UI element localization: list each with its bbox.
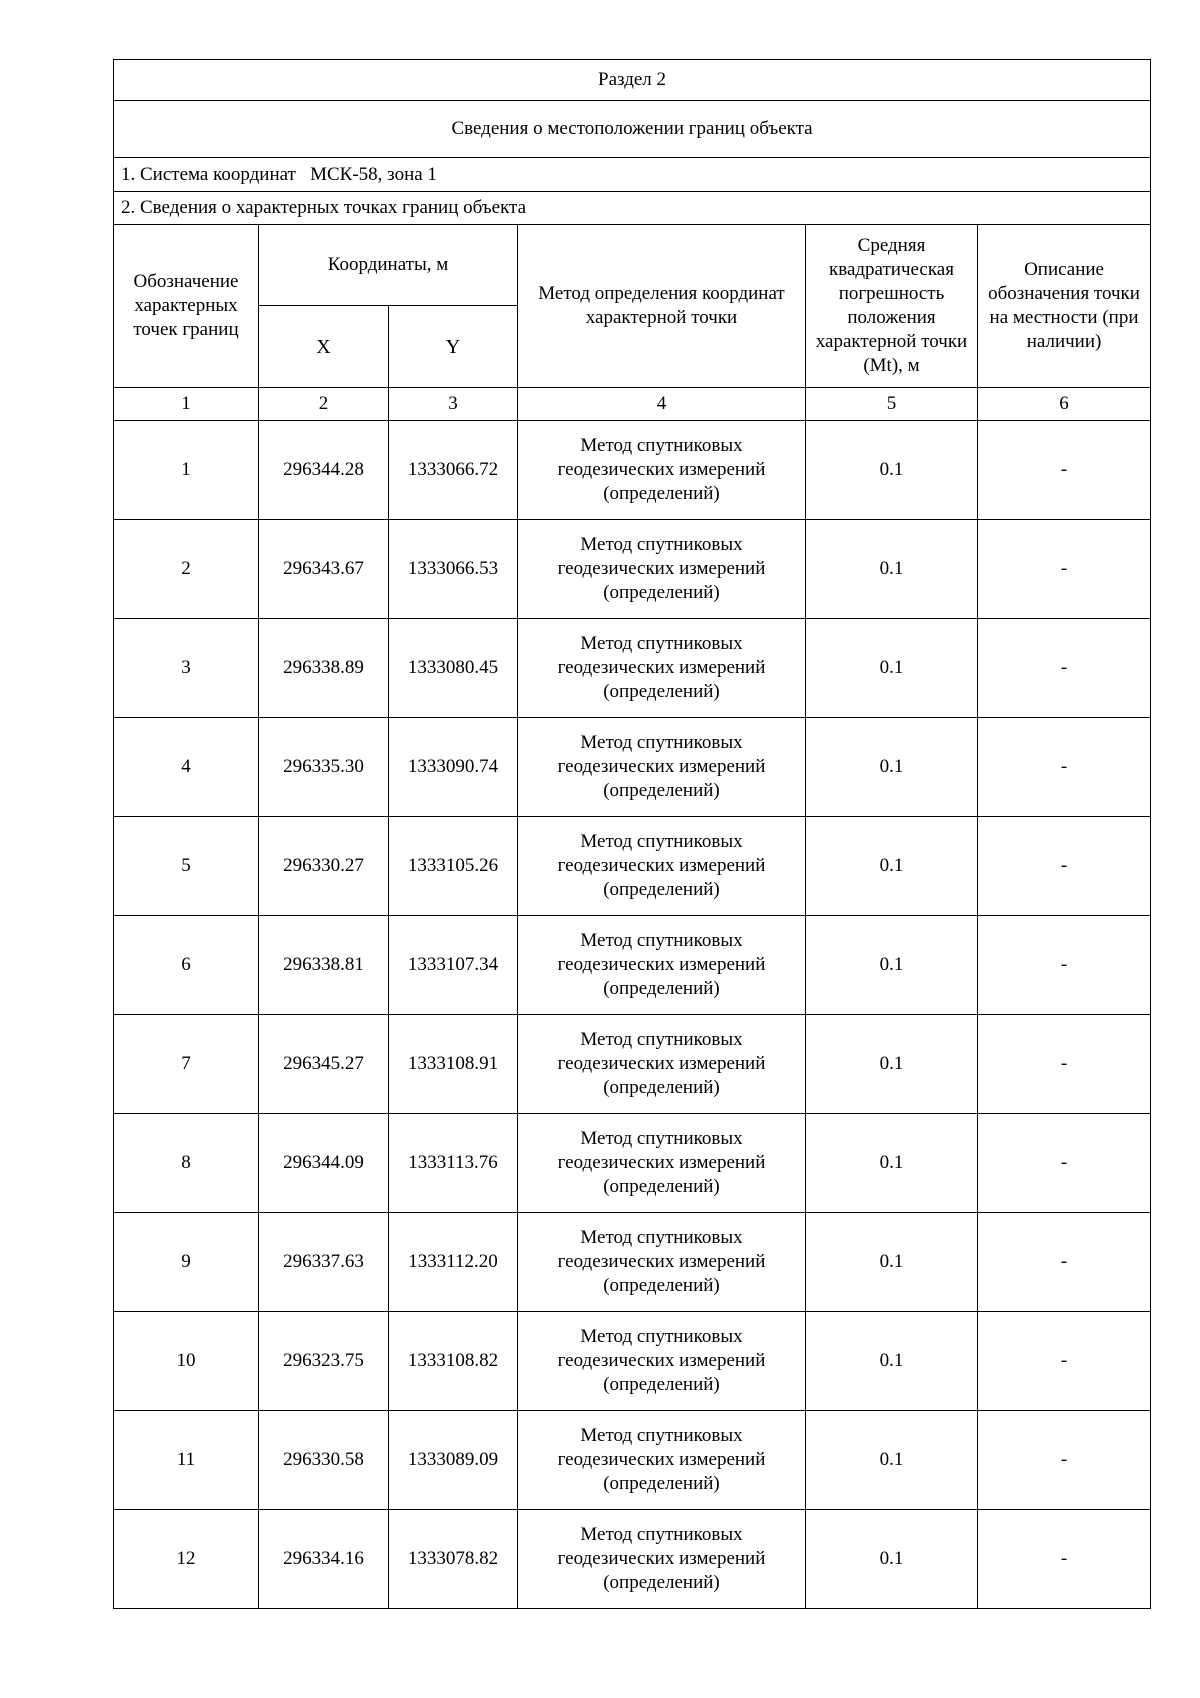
y-coordinate-cell: 1333107.34 <box>389 916 518 1015</box>
header-description: Описание обозначения точки на местности (при наличии) <box>978 225 1151 388</box>
error-cell: 0.1 <box>806 1015 978 1114</box>
header-method: Метод определения координат характерной точки <box>518 225 806 388</box>
method-line: (определений) <box>603 1176 720 1197</box>
description-cell: - <box>978 619 1151 718</box>
description-cell: - <box>978 1510 1151 1609</box>
method-cell <box>518 1312 806 1411</box>
y-coordinate-cell: 1333066.53 <box>389 520 518 619</box>
method-line: геодезических измерений <box>557 954 766 975</box>
method-line: Метод спутниковых <box>580 732 743 753</box>
error-cell: 0.1 <box>806 619 978 718</box>
section-title: Раздел 2 <box>114 60 1151 101</box>
x-coordinate-cell: 296330.27 <box>259 817 389 916</box>
y-coordinate-cell: 1333080.45 <box>389 619 518 718</box>
table-row <box>114 1510 1151 1609</box>
section-row <box>114 60 1151 101</box>
table-row <box>114 1114 1151 1213</box>
x-coordinate-cell: 296330.58 <box>259 1411 389 1510</box>
method-line: Метод спутниковых <box>580 534 743 555</box>
coordinate-system-label: 1. Система координат <box>121 163 296 185</box>
header-x: X <box>259 306 389 388</box>
error-cell: 0.1 <box>806 421 978 520</box>
column-number: 4 <box>518 388 806 421</box>
error-cell: 0.1 <box>806 520 978 619</box>
method-line: (определений) <box>603 1572 720 1593</box>
coordinate-system-cell <box>114 158 1151 192</box>
x-coordinate-cell: 296337.63 <box>259 1213 389 1312</box>
point-id-cell: 12 <box>114 1510 259 1609</box>
x-coordinate-cell: 296344.09 <box>259 1114 389 1213</box>
method-line: Метод спутниковых <box>580 1227 743 1248</box>
coordinate-system-row <box>114 158 1151 192</box>
description-cell: - <box>978 1015 1151 1114</box>
error-cell: 0.1 <box>806 817 978 916</box>
point-id-cell: 2 <box>114 520 259 619</box>
table-row <box>114 520 1151 619</box>
column-number: 6 <box>978 388 1151 421</box>
y-coordinate-cell: 1333108.91 <box>389 1015 518 1114</box>
method-line: геодезических измерений <box>557 855 766 876</box>
method-cell <box>518 1015 806 1114</box>
table-row <box>114 1312 1151 1411</box>
method-line: (определений) <box>603 582 720 603</box>
method-cell <box>518 421 806 520</box>
method-line: Метод спутниковых <box>580 831 743 852</box>
header-coordinates: Координаты, м <box>259 225 518 306</box>
method-line: Метод спутниковых <box>580 1425 743 1446</box>
error-cell: 0.1 <box>806 916 978 1015</box>
table-row <box>114 718 1151 817</box>
column-number: 1 <box>114 388 259 421</box>
column-number: 3 <box>389 388 518 421</box>
column-number: 2 <box>259 388 389 421</box>
method-cell <box>518 619 806 718</box>
table-row <box>114 1015 1151 1114</box>
method-line: геодезических измерений <box>557 1251 766 1272</box>
method-line: (определений) <box>603 1077 720 1098</box>
y-coordinate-cell: 1333112.20 <box>389 1213 518 1312</box>
point-id-cell: 4 <box>114 718 259 817</box>
description-cell: - <box>978 1312 1151 1411</box>
x-coordinate-cell: 296334.16 <box>259 1510 389 1609</box>
coordinate-system-value: МСК-58, зона 1 <box>310 163 437 185</box>
description-cell: - <box>978 916 1151 1015</box>
method-line: (определений) <box>603 483 720 504</box>
description-cell: - <box>978 1213 1151 1312</box>
point-id-cell: 11 <box>114 1411 259 1510</box>
point-id-cell: 7 <box>114 1015 259 1114</box>
method-line: геодезических измерений <box>557 1053 766 1074</box>
method-line: (определений) <box>603 1374 720 1395</box>
table-row <box>114 817 1151 916</box>
method-line: (определений) <box>603 879 720 900</box>
error-cell: 0.1 <box>806 1510 978 1609</box>
method-line: Метод спутниковых <box>580 1029 743 1050</box>
object-title-row <box>114 101 1151 158</box>
table-row <box>114 1213 1151 1312</box>
description-cell: - <box>978 1114 1151 1213</box>
description-cell: - <box>978 520 1151 619</box>
column-numbers-row <box>114 388 1151 421</box>
description-cell: - <box>978 718 1151 817</box>
method-line: (определений) <box>603 1275 720 1296</box>
method-line: Метод спутниковых <box>580 1128 743 1149</box>
points-heading: 2. Сведения о характерных точках границ объекта <box>114 192 1151 225</box>
table-row <box>114 421 1151 520</box>
method-cell <box>518 1510 806 1609</box>
method-cell <box>518 916 806 1015</box>
point-id-cell: 1 <box>114 421 259 520</box>
y-coordinate-cell: 1333089.09 <box>389 1411 518 1510</box>
description-cell: - <box>978 421 1151 520</box>
method-line: геодезических измерений <box>557 558 766 579</box>
method-line: (определений) <box>603 1473 720 1494</box>
table-row <box>114 1411 1151 1510</box>
description-cell: - <box>978 1411 1151 1510</box>
x-coordinate-cell: 296323.75 <box>259 1312 389 1411</box>
object-title: Сведения о местоположении границ объекта <box>114 101 1151 158</box>
method-line: геодезических измерений <box>557 657 766 678</box>
method-cell <box>518 520 806 619</box>
method-line: геодезических измерений <box>557 756 766 777</box>
x-coordinate-cell: 296344.28 <box>259 421 389 520</box>
method-line: (определений) <box>603 978 720 999</box>
x-coordinate-cell: 296343.67 <box>259 520 389 619</box>
error-cell: 0.1 <box>806 1213 978 1312</box>
error-cell: 0.1 <box>806 1411 978 1510</box>
point-id-cell: 8 <box>114 1114 259 1213</box>
error-cell: 0.1 <box>806 1312 978 1411</box>
method-line: (определений) <box>603 681 720 702</box>
y-coordinate-cell: 1333105.26 <box>389 817 518 916</box>
method-line: геодезических измерений <box>557 1152 766 1173</box>
y-coordinate-cell: 1333090.74 <box>389 718 518 817</box>
method-line: геодезических измерений <box>557 1350 766 1371</box>
table-row <box>114 916 1151 1015</box>
x-coordinate-cell: 296338.81 <box>259 916 389 1015</box>
column-number: 5 <box>806 388 978 421</box>
points-heading-row <box>114 192 1151 225</box>
header-error: Средняя квадратическая погрешность положения характерной точки (Mt), м <box>806 225 978 388</box>
error-cell: 0.1 <box>806 718 978 817</box>
point-id-cell: 3 <box>114 619 259 718</box>
header-row-1 <box>114 225 1151 306</box>
method-cell <box>518 1114 806 1213</box>
header-point-designation: Обозначение характерных точек границ <box>114 225 259 388</box>
method-line: Метод спутниковых <box>580 633 743 654</box>
y-coordinate-cell: 1333108.82 <box>389 1312 518 1411</box>
header-y: Y <box>389 306 518 388</box>
point-id-cell: 5 <box>114 817 259 916</box>
error-cell: 0.1 <box>806 1114 978 1213</box>
method-line: геодезических измерений <box>557 1548 766 1569</box>
y-coordinate-cell: 1333066.72 <box>389 421 518 520</box>
method-line: Метод спутниковых <box>580 435 743 456</box>
method-line: Метод спутниковых <box>580 1524 743 1545</box>
method-line: Метод спутниковых <box>580 930 743 951</box>
method-line: (определений) <box>603 780 720 801</box>
boundary-points-table <box>113 59 1151 1609</box>
method-line: геодезических измерений <box>557 459 766 480</box>
x-coordinate-cell: 296345.27 <box>259 1015 389 1114</box>
y-coordinate-cell: 1333078.82 <box>389 1510 518 1609</box>
description-cell: - <box>978 817 1151 916</box>
method-line: Метод спутниковых <box>580 1326 743 1347</box>
x-coordinate-cell: 296335.30 <box>259 718 389 817</box>
table-row <box>114 619 1151 718</box>
point-id-cell: 6 <box>114 916 259 1015</box>
method-cell <box>518 817 806 916</box>
x-coordinate-cell: 296338.89 <box>259 619 389 718</box>
method-cell <box>518 1213 806 1312</box>
point-id-cell: 9 <box>114 1213 259 1312</box>
point-id-cell: 10 <box>114 1312 259 1411</box>
method-line: геодезических измерений <box>557 1449 766 1470</box>
method-cell <box>518 1411 806 1510</box>
y-coordinate-cell: 1333113.76 <box>389 1114 518 1213</box>
method-cell <box>518 718 806 817</box>
